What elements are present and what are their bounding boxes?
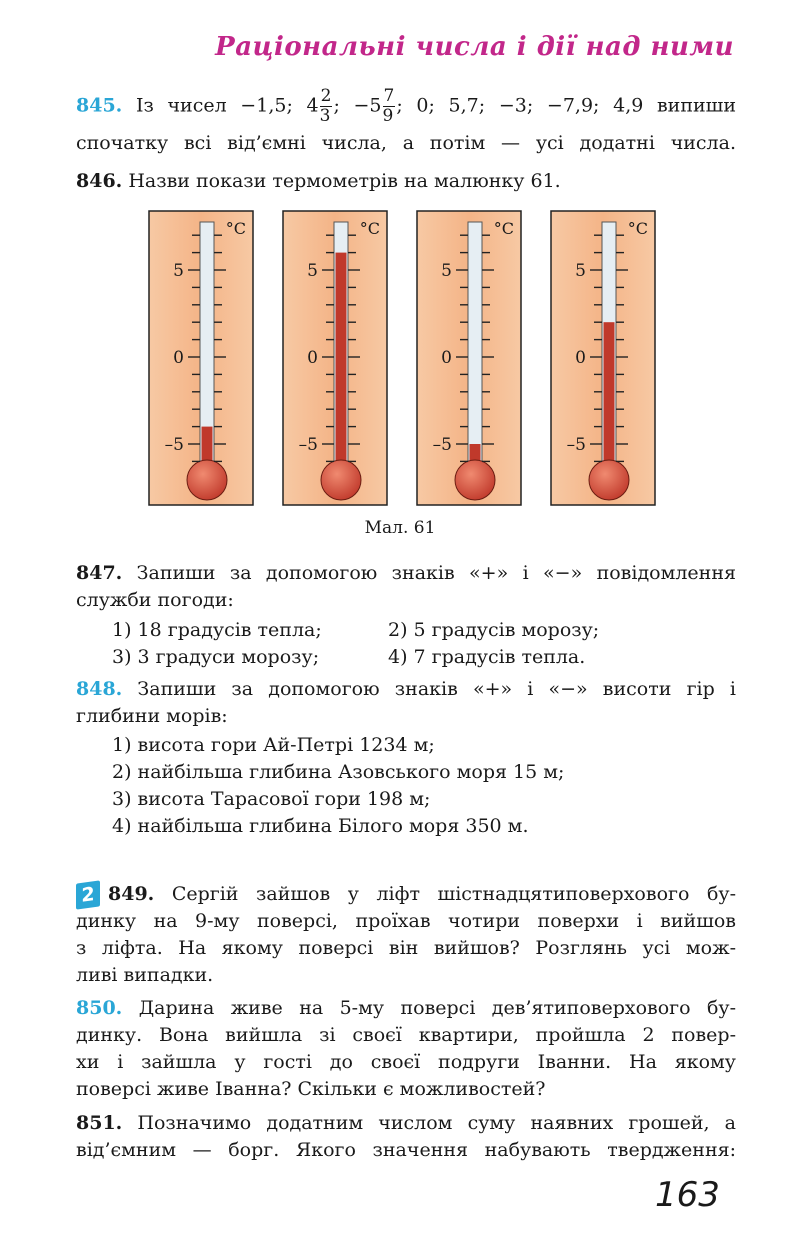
exercise-851-line2: від’ємним — борг. Якого значення набувають твердження: (76, 1139, 736, 1161)
thermometer-bulb (455, 460, 495, 500)
exercise-849-line4: ливі випадки. (76, 964, 214, 986)
running-header: Раціональні числа і дії над ними (215, 32, 734, 62)
exercise-849-number: 849. (108, 883, 155, 905)
fraction-2-3: $\frac{2}{3}$ (319, 86, 332, 126)
exercise-848-text: Запиши за допомогою знаків «+» і «−» висоти гір і (122, 678, 736, 700)
exercise-846 (76, 168, 736, 194)
mercury-column (604, 322, 615, 480)
exercise-848-item: 3) висота Тарасової гори 198 м; (112, 788, 431, 810)
exercise-851-text: Позначимо додатним числом суму наявних грошей, а (122, 1112, 736, 1134)
exercise-847-item: 3) 3 градуси морозу; (112, 646, 320, 668)
fraction-7-9: $\frac{7}{9}$ (382, 86, 395, 126)
exercise-848-number: 848. (76, 678, 123, 700)
exercise-846-number: 846. (76, 170, 123, 192)
tick-label: –5 (298, 435, 318, 455)
exercise-847-item: 1) 18 градусів тепла; (112, 619, 322, 641)
thermometer-1 (148, 210, 254, 506)
tick-label: 5 (173, 261, 184, 281)
exercise-849-line2: динку на 9-му поверсі, проїхав чотири поверхи і вийшов (76, 910, 736, 932)
unit-label: °C (225, 219, 246, 238)
exercise-850-line3: хи і зайшла у гості до своєї подруги Іванни. На якому (76, 1051, 736, 1073)
tick-label: 0 (575, 348, 586, 368)
thermometer-bulb (321, 460, 361, 500)
exercise-847-line1 (76, 560, 736, 586)
exercise-850-line4: поверсі живе Іванна? Скільки є можливостей? (76, 1078, 546, 1100)
thermometer-bulb (187, 460, 227, 500)
exercise-849-line1 (108, 881, 736, 907)
thermometer-2 (282, 210, 388, 506)
exercise-848-line2: глибини морів: (76, 705, 228, 727)
exercise-850-line1 (76, 995, 736, 1021)
tick-label: 5 (307, 261, 318, 281)
exercise-851-number: 851. (76, 1112, 123, 1134)
unit-label: °C (627, 219, 648, 238)
exercise-849-line3: з ліфта. На якому поверсі він вийшов? Розглянь усі мож- (76, 937, 736, 959)
exercise-847-item: 4) 7 градусів тепла. (388, 646, 586, 668)
thermometer-bulb (589, 460, 629, 500)
exercise-849-text: Сергій зайшов у ліфт шістнадцятиповерхового бу- (154, 883, 736, 905)
exercise-846-text: Назви покази термометрів на малюнку 61. (122, 170, 561, 192)
exercise-850-number: 850. (76, 997, 123, 1019)
exercise-847-text: Запиши за допомогою знаків «+» і «−» повідомлення (122, 562, 736, 584)
exercise-848-item: 1) висота гори Ай-Петрі 1234 м; (112, 734, 435, 756)
tick-label: –5 (164, 435, 184, 455)
mercury-column (336, 253, 347, 480)
tick-label: 0 (173, 348, 184, 368)
tick-label: –5 (432, 435, 452, 455)
exercise-845-text-a: Із чисел −1,5; 4 (122, 94, 319, 117)
tick-label: –5 (566, 435, 586, 455)
thermometer-4 (550, 210, 656, 506)
exercise-850-text: Дарина живе на 5-му поверсі дев’ятиповерхового бу- (122, 997, 736, 1019)
figure-caption: Мал. 61 (364, 518, 436, 538)
exercise-845-line1 (76, 88, 736, 125)
exercise-848-item: 4) найбільша глибина Білого моря 350 м. (112, 815, 529, 837)
exercise-848-line1 (76, 676, 736, 702)
tick-label: 5 (441, 261, 452, 281)
exercise-851-line1 (76, 1110, 736, 1136)
tick-label: 5 (575, 261, 586, 281)
exercise-845-line2: спочатку всі від’ємні числа, а потім — усі додатні числа. (76, 132, 736, 154)
exercise-847-line2: служби погоди: (76, 589, 234, 611)
exercise-850-line2: динку. Вона вийшла зі своєї квартири, пройшла 2 повер- (76, 1024, 736, 1046)
level-badge: 2 (76, 880, 100, 909)
exercise-845-text-b: ; −5 (333, 94, 382, 117)
exercise-847-item: 2) 5 градусів морозу; (388, 619, 600, 641)
unit-label: °C (493, 219, 514, 238)
thermometer-tube (468, 222, 482, 480)
page-number: 163 (655, 1175, 720, 1215)
tick-label: 0 (441, 348, 452, 368)
exercise-848-item: 2) найбільша глибина Азовського моря 15 м; (112, 761, 565, 783)
thermometer-3 (416, 210, 522, 506)
exercise-847-number: 847. (76, 562, 123, 584)
exercise-845-text-c: ; 0; 5,7; −3; −7,9; 4,9 випиши (396, 94, 736, 117)
exercise-845-number: 845. (76, 94, 123, 117)
unit-label: °C (359, 219, 380, 238)
tick-label: 0 (307, 348, 318, 368)
